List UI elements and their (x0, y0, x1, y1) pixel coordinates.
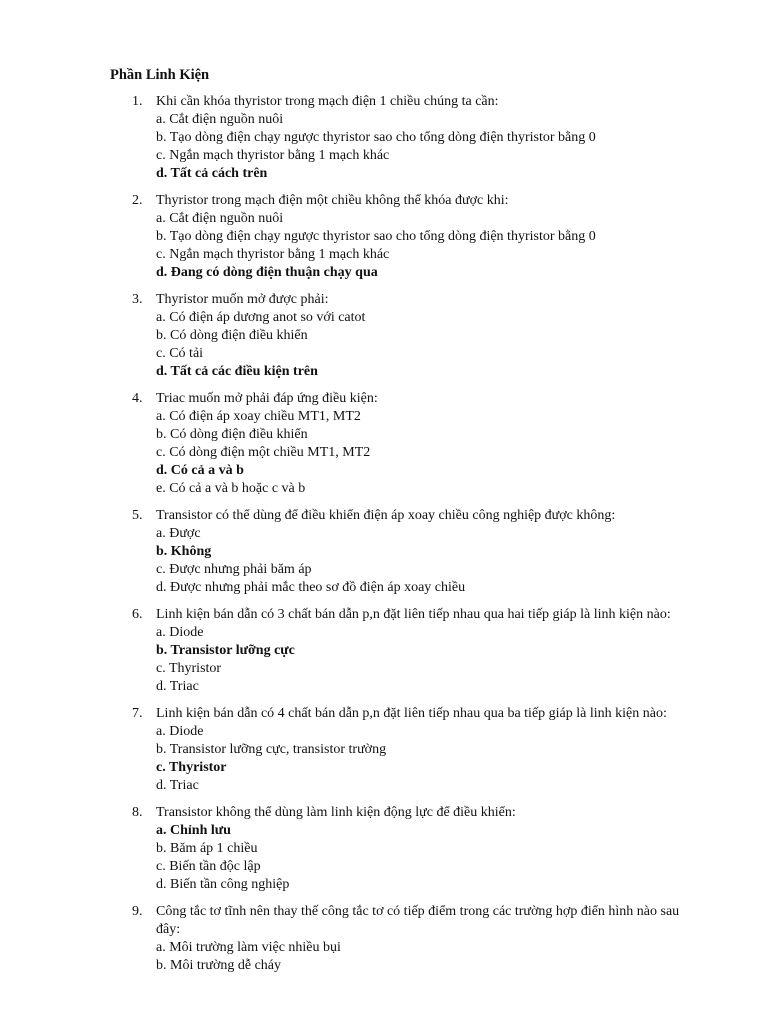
question-item (0, 192, 768, 282)
question-text: Transistor có thể dùng để điều khiển điện áp xoay chiều công nghiệp được không: (156, 508, 616, 523)
correct-answer-option: d. Tất cả cách trên (156, 166, 268, 181)
question-text: Linh kiện bán dẫn có 3 chất bán dẫn p,n đặt liên tiếp nhau qua hai tiếp giáp là linh kiện nào: (156, 607, 671, 622)
answer-option: c. Có tải (156, 346, 204, 361)
answer-option: a. Cắt điện nguồn nuôi (156, 112, 284, 127)
question-text: Thyristor muốn mở được phải: (156, 292, 329, 307)
question-number: 2. (132, 193, 143, 208)
answer-option: c. Có dòng điện một chiều MT1, MT2 (156, 445, 371, 460)
answer-option: a. Diode (156, 724, 204, 739)
answer-option: c. Thyristor (156, 661, 222, 676)
answer-option: a. Có điện áp dương anot so với catot (156, 310, 366, 325)
correct-answer-option: c. Thyristor (156, 760, 227, 775)
answer-option: a. Cắt điện nguồn nuôi (156, 211, 284, 226)
answer-option: a. Được (156, 526, 201, 541)
question-item (0, 93, 768, 183)
answer-option: b. Tạo dòng điện chạy ngược thyristor sao cho tổng dòng điện thyristor bằng 0 (156, 130, 596, 145)
question-number: 4. (132, 391, 143, 406)
correct-answer-option: d. Có cả a và b (156, 463, 244, 478)
answer-option: b. Có dòng điện điều khiển (156, 328, 308, 343)
question-text: Công tắc tơ tĩnh nên thay thế công tắc tơ có tiếp điểm trong các trường hợp điển hình nào sau đây: (156, 904, 680, 937)
answer-option: c. Ngắn mạch thyristor bằng 1 mạch khác (156, 247, 390, 262)
question-number: 1. (132, 94, 143, 109)
question-text: Linh kiện bán dẫn có 4 chất bán dẫn p,n đặt liên tiếp nhau qua ba tiếp giáp là linh kiện nào: (156, 706, 667, 721)
question-number: 6. (132, 607, 143, 622)
correct-answer-option: b. Không (156, 544, 212, 559)
answer-option: d. Được nhưng phải mắc theo sơ đồ điện áp xoay chiều (156, 580, 466, 595)
question-text: Transistor không thể dùng làm linh kiện động lực để điều khiển: (156, 805, 516, 820)
answer-option: d. Triac (156, 679, 199, 694)
answer-options (156, 723, 768, 795)
question-item (0, 903, 768, 975)
answer-options (156, 309, 768, 381)
answer-options (156, 822, 768, 894)
answer-options (156, 525, 768, 597)
answer-options (156, 624, 768, 696)
answer-option: a. Có điện áp xoay chiều MT1, MT2 (156, 409, 361, 424)
question-number: 8. (132, 805, 143, 820)
question-item (0, 606, 768, 696)
question-text: Khi cần khóa thyristor trong mạch điện 1 chiều chúng ta cần: (156, 94, 499, 109)
section-title: Phần Linh Kiện (110, 67, 210, 83)
answer-option: b. Tạo dòng điện chạy ngược thyristor sao cho tổng dòng điện thyristor bằng 0 (156, 229, 596, 244)
correct-answer-option: b. Transistor lưỡng cực (156, 643, 295, 658)
answer-options (156, 210, 768, 282)
question-item (0, 291, 768, 381)
question-text: Thyristor trong mạch điện một chiều không thể khóa được khi: (156, 193, 509, 208)
question-number: 3. (132, 292, 143, 307)
answer-option: b. Môi trường dễ cháy (156, 958, 282, 973)
answer-option: e. Có cả a và b hoặc c và b (156, 481, 306, 496)
answer-option: b. Có dòng điện điều khiển (156, 427, 308, 442)
answer-option: b. Transistor lưỡng cực, transistor trường (156, 742, 387, 757)
question-number: 7. (132, 706, 143, 721)
answer-option: c. Ngắn mạch thyristor bằng 1 mạch khác (156, 148, 390, 163)
answer-option: d. Triac (156, 778, 199, 793)
answer-option: a. Môi trường làm việc nhiều bụi (156, 940, 341, 955)
question-number: 5. (132, 508, 143, 523)
answer-option: c. Được nhưng phải băm áp (156, 562, 312, 577)
question-item (0, 390, 768, 498)
question-item (0, 705, 768, 795)
answer-option: c. Biến tần độc lập (156, 859, 261, 874)
answer-option: d. Biến tần công nghiệp (156, 877, 290, 892)
answer-option: b. Băm áp 1 chiều (156, 841, 258, 856)
question-item (0, 804, 768, 894)
question-list (0, 93, 768, 984)
answer-options (156, 408, 768, 498)
answer-option: a. Diode (156, 625, 204, 640)
correct-answer-option: d. Tất cả các điều kiện trên (156, 364, 318, 379)
answer-options (156, 111, 768, 183)
question-number: 9. (132, 904, 143, 919)
question-text: Triac muốn mở phải đáp ứng điều kiện: (156, 391, 378, 406)
correct-answer-option: a. Chỉnh lưu (156, 823, 231, 838)
correct-answer-option: d. Đang có dòng điện thuận chạy qua (156, 265, 378, 280)
answer-options (156, 939, 768, 975)
question-item (0, 507, 768, 597)
